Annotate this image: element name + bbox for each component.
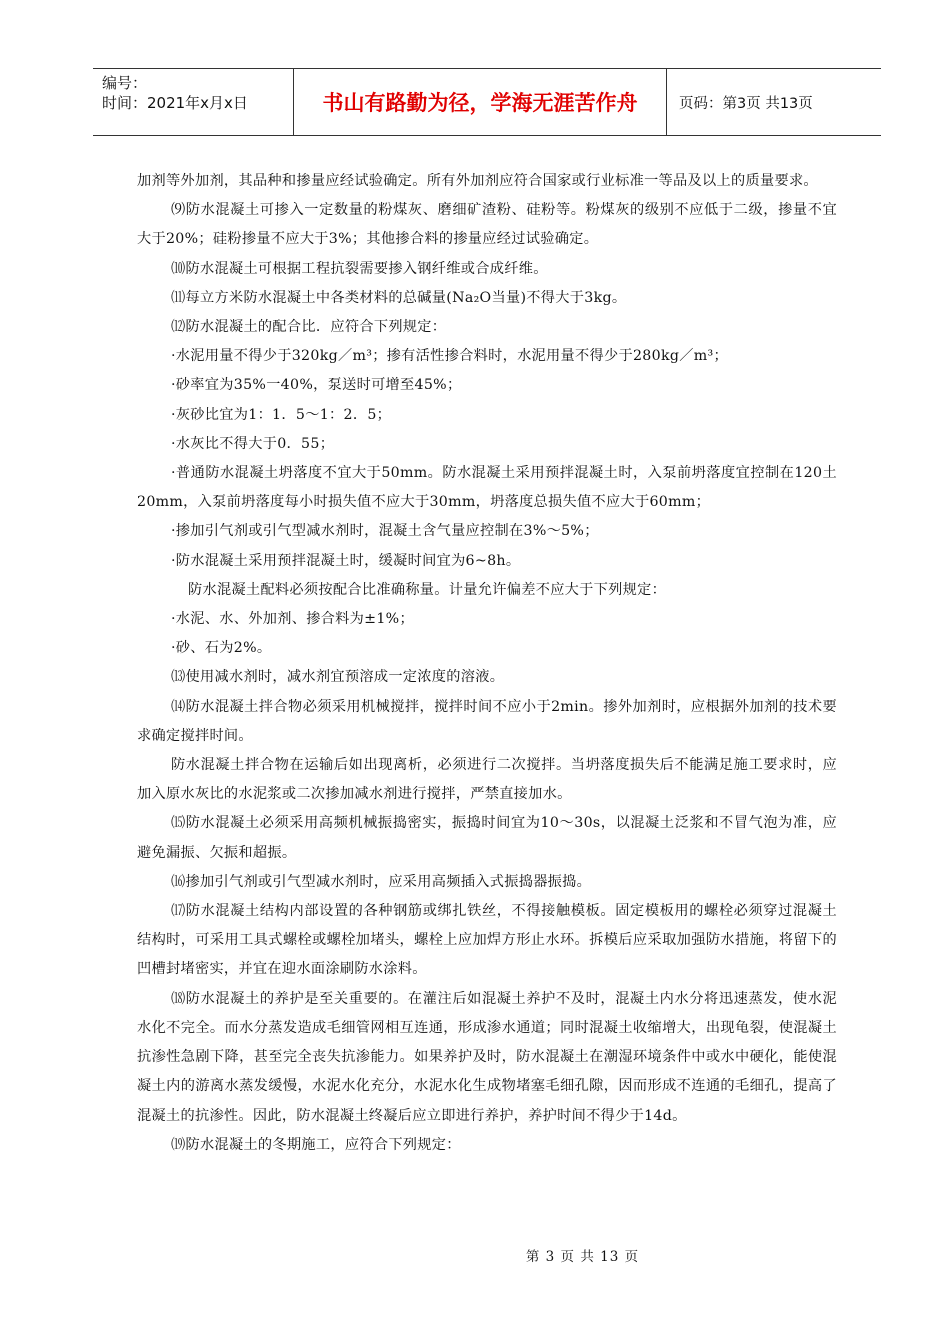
- bullet-item: ·砂率宜为35%一40%，泵送时可增至45%；: [171, 377, 462, 394]
- bullet-item: ·掺加引气剂或引气型减水剂时，混凝土含气量应控制在3%～5%；: [171, 523, 599, 540]
- paragraph: ⑽防水混凝土可根据工程抗裂需要掺入钢纤维或合成纤维。: [171, 260, 548, 277]
- paragraph: ⒄防水混凝土结构内部设置的各种钢筋或绑扎铁丝，不得接触模板。固定模板用的螺栓必须穿过混凝土结构时，可采用工具式螺栓或螺栓加堵头，螺栓上应加焊方形止水环。拆模后应采取加强防水措施，将留下的凹槽封堵密实，并宜在迎水面涂刷防水涂料。: [137, 903, 837, 978]
- paragraph: ⒂防水混凝土必须采用高频机械振捣密实，振捣时间宜为10～30s，以混凝土泛浆和不冒气泡为准，应避免漏振、欠振和超振。: [137, 815, 837, 861]
- paragraph: ⒅防水混凝土的养护是至关重要的。在灌注后如混凝土养护不及时，混凝土内水分将迅速蒸发，使水泥水化不完全。而水分蒸发造成毛细管网相互连通，形成渗水通道；同时混凝土收缩增大，出现龟裂，使混凝土抗渗性急剧下降，甚至完全丧失抗渗能力。如果养护及时，防水混凝土在潮湿环境条件中或水中硬化，能使混凝土内的游离水蒸发缓慢，水泥水化充分，水泥水化生成物堵塞毛细孔隙，因而形成不连通的毛细孔，提高了混凝土的抗渗性。因此，防水混凝土终凝后应立即进行养护，养护时间不得少于14d。: [137, 990, 837, 1124]
- paragraph: 防水混凝土配料必须按配合比准确称量。计量允许偏差不应大于下列规定：: [188, 581, 667, 598]
- paragraph: ⒆防水混凝土的冬期施工，应符合下列规定：: [171, 1136, 461, 1153]
- paragraph: 加剂等外加剂，其品种和掺量应经试验确定。所有外加剂应符合国家或行业标准一等品及以上的质量要求。: [137, 173, 818, 189]
- bullet-item: ·普通防水混凝土坍落度不宜大于50mm。防水混凝土采用预拌混凝土时，入泵前坍落度宜控制在120土20mm，入泵前坍落度每小时损失值不应大于30mm，坍落度总损失值不应大于60mm；: [137, 465, 837, 511]
- document-body: [137, 167, 837, 1160]
- paragraph: ⑾每立方米防水混凝土中各类材料的总碱量(Na₂O当量)不得大于3kg。: [171, 289, 627, 306]
- paragraph: ⑼防水混凝土可掺入一定数量的粉煤灰、磨细矿渣粉、硅粉等。粉煤灰的级别不应低于二级，掺量不宜大于20%；硅粉掺量不应大于3%；其他掺合料的掺量应经过试验确定。: [137, 202, 837, 248]
- bullet-item: ·灰砂比宜为1：1．5～1：2．5；: [171, 406, 392, 423]
- paragraph: ⒀使用减水剂时，减水剂宜预溶成一定浓度的溶液。: [171, 669, 505, 686]
- header-page-info: 页码：第3页 共13页: [679, 95, 813, 112]
- header-meta: [93, 69, 294, 135]
- page-footer: [0, 1245, 950, 1265]
- bullet-item: ·防水混凝土采用预拌混凝土时，缓凝时间宜为6~8h。: [171, 552, 521, 569]
- footer-page-number: 第 3 页 共 13 页: [525, 1249, 640, 1265]
- bullet-item: ·砂、石为2%。: [171, 640, 272, 657]
- paragraph: ⒃掺加引气剂或引气型减水剂时，应采用高频插入式振捣器振捣。: [171, 873, 592, 890]
- paragraph: ⑿防水混凝土的配合比．应符合下列规定：: [171, 319, 447, 336]
- paragraph: 防水混凝土拌合物在运输后如出现离析，必须进行二次搅拌。当坍落度损失后不能满足施工要求时，应加入原水灰比的水泥浆或二次掺加减水剂进行搅拌，严禁直接加水。: [137, 757, 837, 803]
- header-motto: 书山有路勤为径，学海无涯苦作舟: [294, 69, 667, 135]
- page-header: [93, 68, 881, 136]
- document-time-label: 时间：2021年x月x日: [102, 94, 248, 112]
- bullet-item: ·水泥、水、外加剂、掺合料为±1%；: [171, 611, 414, 628]
- paragraph: ⒁防水混凝土拌合物必须采用机械搅拌，搅拌时间不应小于2min。掺外加剂时，应根据外加剂的技术要求确定搅拌时间。: [137, 698, 837, 744]
- bullet-item: ·水泥用量不得少于320kg／m³；掺有活性掺合料时，水泥用量不得少于280kg／m³；: [171, 348, 728, 365]
- document-number-label: 编号：: [102, 74, 148, 92]
- bullet-item: ·水灰比不得大于0．55；: [171, 435, 335, 452]
